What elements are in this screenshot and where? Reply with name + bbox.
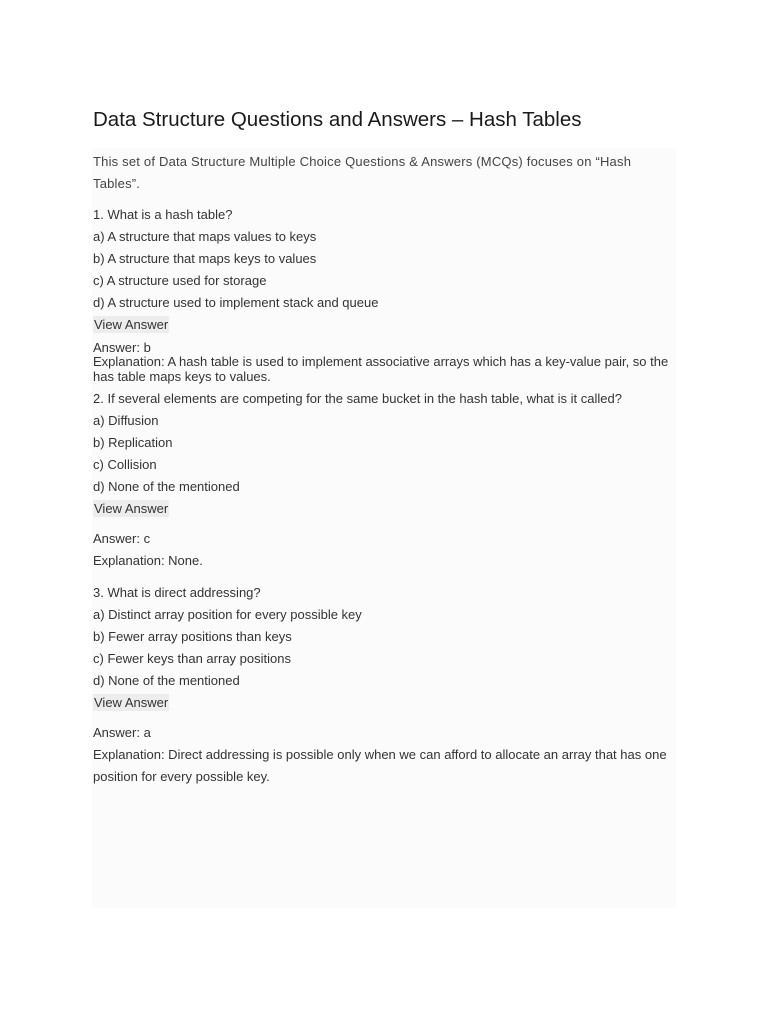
q3-answer: Answer: a: [93, 725, 151, 740]
q2-option-a: a) Diffusion: [93, 413, 159, 428]
question-1: 1. What is a hash table?: [93, 207, 233, 222]
q1-option-b: b) A structure that maps keys to values: [93, 251, 317, 266]
q3-option-a: a) Distinct array position for every possible key: [93, 607, 362, 622]
q2-option-d: d) None of the mentioned: [93, 479, 240, 494]
q1-answer: Answer: b: [93, 340, 151, 355]
question-3: 3. What is direct addressing?: [93, 585, 261, 600]
q3-option-b: b) Fewer array positions than keys: [93, 629, 292, 644]
q1-option-c: c) A structure used for storage: [93, 273, 267, 288]
question-2: 2. If several elements are competing for the same bucket in the hash table, what is it called?: [93, 391, 622, 406]
q2-explanation: Explanation: None.: [93, 553, 203, 568]
q2-view-answer-button[interactable]: View Answer: [94, 501, 169, 516]
q3-view-answer-button[interactable]: View Answer: [94, 695, 169, 710]
q2-answer: Answer: c: [93, 531, 151, 546]
q3-option-d: d) None of the mentioned: [93, 673, 240, 688]
q2-option-c: c) Collision: [93, 457, 157, 472]
q1-option-a: a) A structure that maps values to keys: [93, 229, 317, 244]
page-title: Data Structure Questions and Answers – Hash Tables: [93, 108, 582, 131]
q3-explanation: Explanation: Direct addressing is possible only when we can afford to allocate an array that has one position for every possible key.: [93, 747, 667, 784]
q3-option-c: c) Fewer keys than array positions: [93, 651, 291, 666]
intro-text: This set of Data Structure Multiple Choice Questions & Answers (MCQs) focuses on “Hash Tables”.: [93, 154, 632, 191]
q2-option-b: b) Replication: [93, 435, 173, 450]
q1-option-d: d) A structure used to implement stack and queue: [93, 295, 379, 310]
q1-view-answer-button[interactable]: View Answer: [94, 317, 169, 332]
q1-explanation: Explanation: A hash table is used to implement associative arrays which has a key-value pair, so the has table maps keys to values.: [93, 354, 669, 384]
